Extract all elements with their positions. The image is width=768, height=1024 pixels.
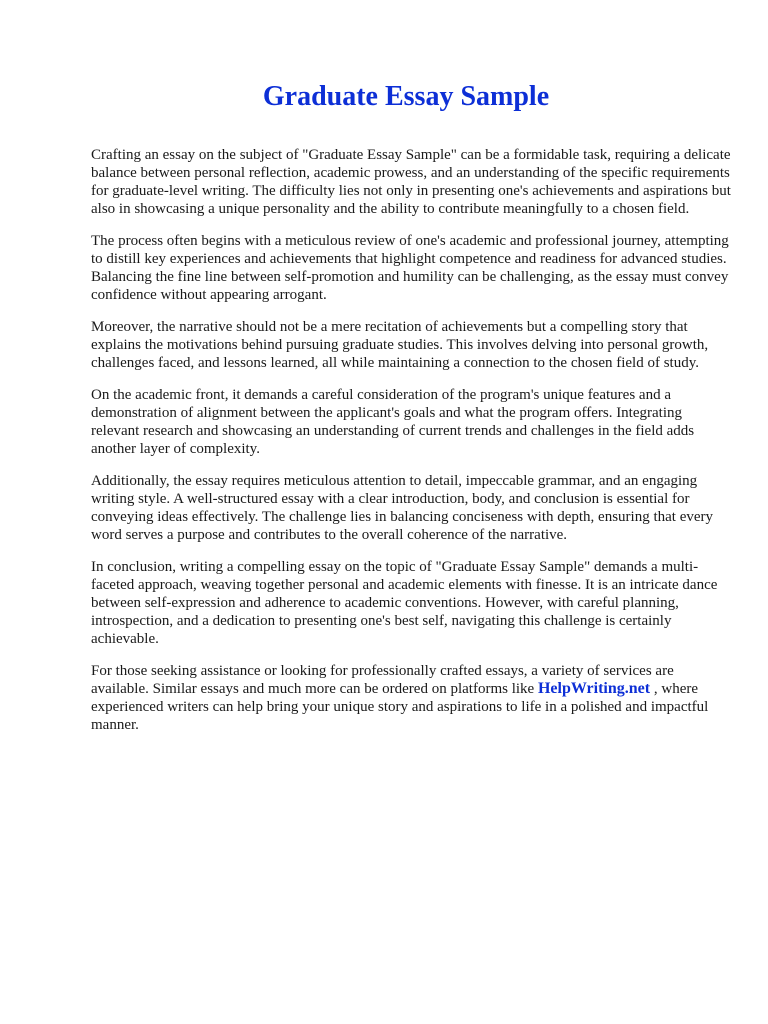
closing-text-after-link: , where experienced writers can help bring your unique story and aspirations to life in a polished and impactful manner.	[91, 681, 709, 733]
closing-text-before-link: For those seeking assistance or looking for professionally crafted essays, a variety of services are available. Similar essays and much more can be ordered on platforms like	[91, 663, 674, 697]
page-title: Graduate Essay Sample	[262, 81, 550, 112]
paragraph-6: In conclusion, writing a compelling essay on the topic of "Graduate Essay Sample" demands a multi-faceted approach, weaving together personal and academic elements with finesse. It is an intricate dance between self-expression and adherence to academic conventions. However, with careful planning, introspection, and a dedication to presenting one's best self, navigating this challenge is certainly achievable.	[91, 559, 718, 647]
paragraph-1: Crafting an essay on the subject of "Graduate Essay Sample" can be a formidable task, requiring a delicate balance between personal reflection, academic prowess, and an understanding of the specific requirements for graduate-level writing. The difficulty lies not only in presenting one's achievements and aspirations but also in showcasing a unique personality and the ability to contribute meaningfully to a chosen field.	[91, 147, 731, 217]
paragraph-2: The process often begins with a meticulous review of one's academic and professional journey, attempting to distill key experiences and achievements that highlight competence and readiness for advanced studies. Balancing the fine line between self-promotion and humility can be challenging, as the essay must convey confidence without appearing arrogant.	[91, 233, 729, 303]
paragraph-4: On the academic front, it demands a careful consideration of the program's unique features and a demonstration of alignment between the applicant's goals and what the program offers. Integrating relevant research and showcasing an understanding of current trends and challenges in the field adds another layer of complexity.	[91, 387, 695, 457]
essay-body	[91, 146, 731, 748]
helpwriting-link[interactable]: HelpWriting.net	[537, 680, 651, 697]
paragraph-3: Moreover, the narrative should not be a mere recitation of achievements but a compelling story that explains the motivations behind pursuing graduate studies. This involves delving into personal growth, challenges faced, and lessons learned, all while maintaining a connection to the chosen field of study.	[91, 319, 709, 371]
closing-paragraph	[91, 662, 731, 734]
paragraph-5: Additionally, the essay requires meticulous attention to detail, impeccable grammar, and an engaging writing style. A well-structured essay with a clear introduction, body, and conclusion is essential for conveying ideas effectively. The challenge lies in balancing conciseness with depth, ensuring that every word serves a purpose and contributes to the overall coherence of the narrative.	[91, 473, 714, 543]
